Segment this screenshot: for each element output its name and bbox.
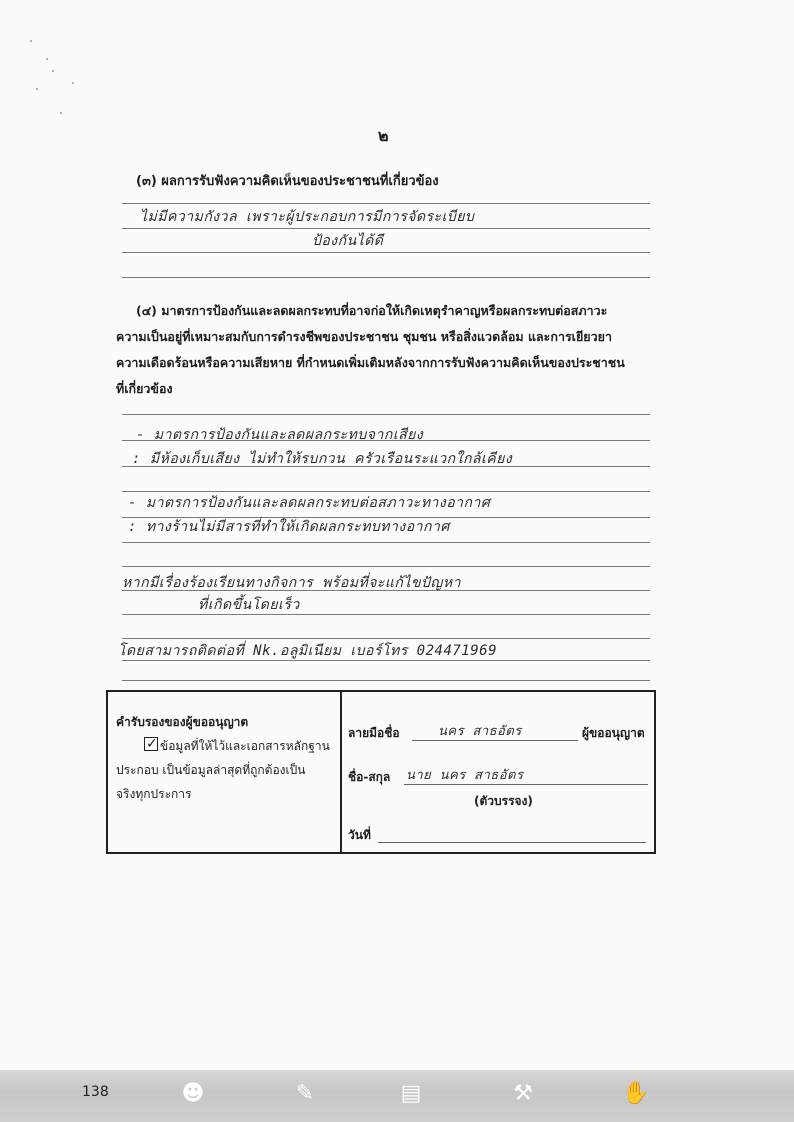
certification-checkbox[interactable] (144, 737, 158, 751)
section3-handwriting-line: ป้องกันได้ดี (312, 233, 384, 249)
section3-handwriting-line: ไม่มีความกังวล เพราะผู้ประกอบการมีการจัดระเบียบ (140, 209, 475, 225)
rule-line (122, 277, 650, 278)
section4-handwriting-line: โดยสามารถติดต่อที่ Nk.อลูมิเนียม เบอร์โทร 024471969 (118, 643, 498, 659)
page-number: ๒ (378, 126, 389, 145)
box-divider (340, 692, 342, 852)
certification-box (106, 690, 656, 854)
group-chart-icon: ▤ (400, 1081, 422, 1106)
certification-checkbox-label: ข้อมูลที่ให้ไว้และเอกสารหลักฐาน (160, 739, 330, 753)
section4-handwriting-line: - มาตรการป้องกันและลดผลกระทบต่อสภาวะทางอากาศ (128, 495, 491, 511)
rule-line (122, 542, 650, 543)
section4-handwriting-line: : มีห้องเก็บเสียง ไม่ทำให้รบกวน ครัวเรือนระแวกใกล้เคียง (132, 451, 513, 467)
footer-strip (0, 1070, 794, 1122)
date-label: วันที่ (348, 828, 371, 842)
signature-label: ลายมือชื่อ (348, 726, 400, 740)
section4-handwriting-line: หากมีเรื่องร้องเรียนทางกิจการ พร้อมที่จะแก้ไขปัญหา (122, 575, 461, 591)
print-note: (ตัวบรรจง) (474, 794, 533, 808)
section4-handwriting-line: : ทางร้านไม่มีสารที่ทำให้เกิดผลกระทบทางอากาศ (128, 519, 450, 535)
edit-icon: ✎ (295, 1081, 315, 1106)
section4-line: ความเป็นอยู่ที่เหมาะสมกับการดำรงชีพของประชาชน ชุมชน หรือสิ่งแวดล้อม และการเยียวยา (116, 329, 612, 344)
scan-speck (60, 112, 62, 114)
signature-value: นคร สาธอัตร (438, 724, 522, 739)
section4-line: (๔) มาตรการป้องกันและลดผลกระทบที่อาจก่อให้เกิดเหตุรำคาญหรือผลกระทบต่อสภาวะ (136, 303, 608, 318)
rule-line (122, 680, 650, 681)
footer-page-number: 138 (82, 1084, 109, 1100)
applicant-label: ผู้ขออนุญาต (582, 726, 645, 740)
scan-speck (46, 58, 48, 60)
fullname-value: นาย นคร สาธอัตร (406, 768, 524, 783)
rule-line (122, 203, 650, 204)
scan-speck (30, 40, 32, 42)
scan-speck (36, 88, 38, 90)
section3-heading: (๓) ผลการรับฟังความคิดเห็นของประชาชนที่เกี่ยวข้อง (136, 174, 439, 189)
rule-line (122, 638, 650, 639)
rule-line (122, 252, 650, 253)
certification-body-line: จริงทุกประการ (116, 787, 192, 801)
certification-title: คำรับรองของผู้ขออนุญาต (116, 715, 249, 729)
fullname-label: ชื่อ-สกุล (348, 770, 391, 784)
section4-line: ที่เกี่ยวข้อง (116, 381, 173, 396)
section4-paragraph (116, 298, 656, 402)
certification-check-line (116, 734, 336, 758)
scan-speck (52, 70, 54, 72)
section4-line: ความเดือดร้อนหรือความเสียหาย ที่กำหนดเพิ่มเติมหลังจากการรับฟังความคิดเห็นของประชาชน (116, 355, 625, 370)
rule-line (122, 414, 650, 415)
certification-body-line: ประกอบ เป็นข้อมูลล่าสุดที่ถูกต้องเป็น (116, 763, 306, 777)
date-line[interactable] (378, 824, 646, 843)
scan-speck (72, 82, 74, 84)
section4-handwriting-line: - มาตรการป้องกันและลดผลกระทบจากเสียง (136, 427, 424, 443)
certification-text (116, 710, 336, 806)
worker-icon: ⚒ (513, 1081, 533, 1106)
signature-panel (348, 692, 648, 852)
rule-line (122, 566, 650, 567)
hand-icon: ✋ (622, 1081, 650, 1106)
section4-handwriting-line: ที่เกิดขึ้นโดยเร็ว (198, 597, 300, 613)
person-icon: ☻ (181, 1081, 205, 1106)
rule-line (122, 228, 650, 229)
